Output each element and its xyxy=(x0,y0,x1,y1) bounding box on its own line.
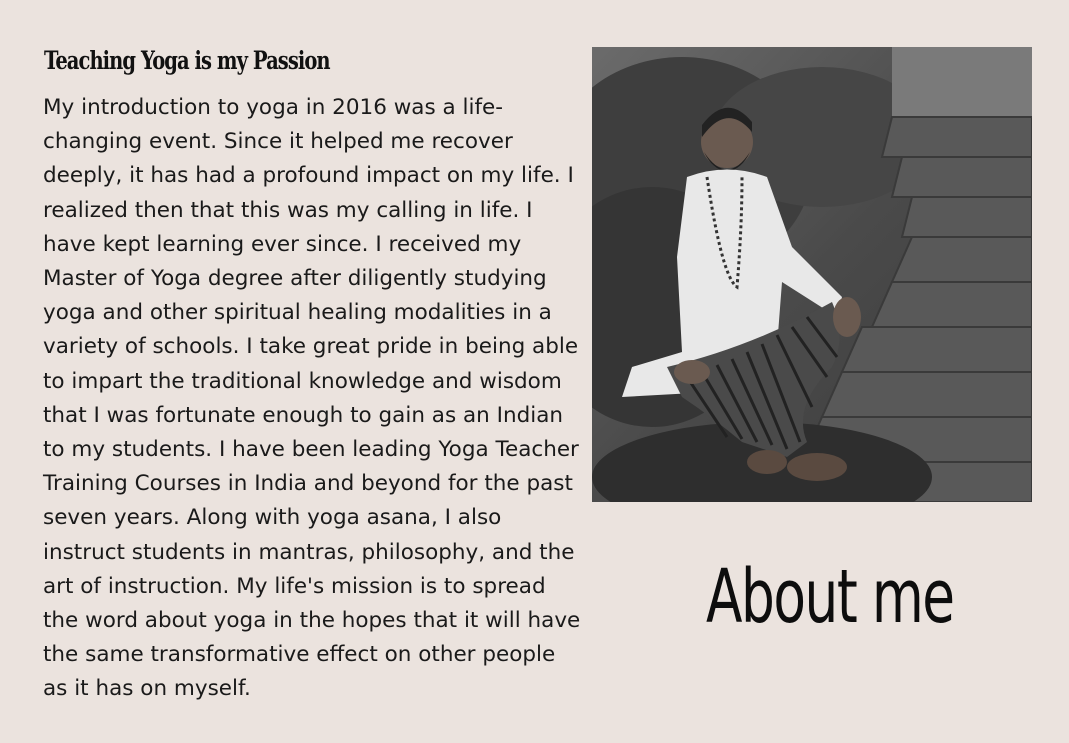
about-me-title: About me xyxy=(706,554,954,640)
portrait-photo xyxy=(592,47,1032,502)
intro-paragraph: My introduction to yoga in 2016 was a life-changing event. Since it helped me recover deeply, it has had a profound impact on my life. I realized then that this was my calling in life. I have kept learning ever since. I received my Master of Yoga degree after diligently studying yoga and other spiritual healing modalities in a variety of schools. I take great pride in being able to impart the traditional knowledge and wisdom that I was fortunate enough to gain as an Indian to my students. I have been leading Yoga Teacher Training Courses in India and beyond for the past seven years. Along with yoga asana, I also instruct students in mantras, philosophy, and the art of instruction. My life's mission is to spread the word about yoga in the hopes that it will have the same transformative effect on other people as it has on myself. xyxy=(43,95,581,702)
section-heading: Teaching Yoga is my Passion xyxy=(44,46,330,75)
